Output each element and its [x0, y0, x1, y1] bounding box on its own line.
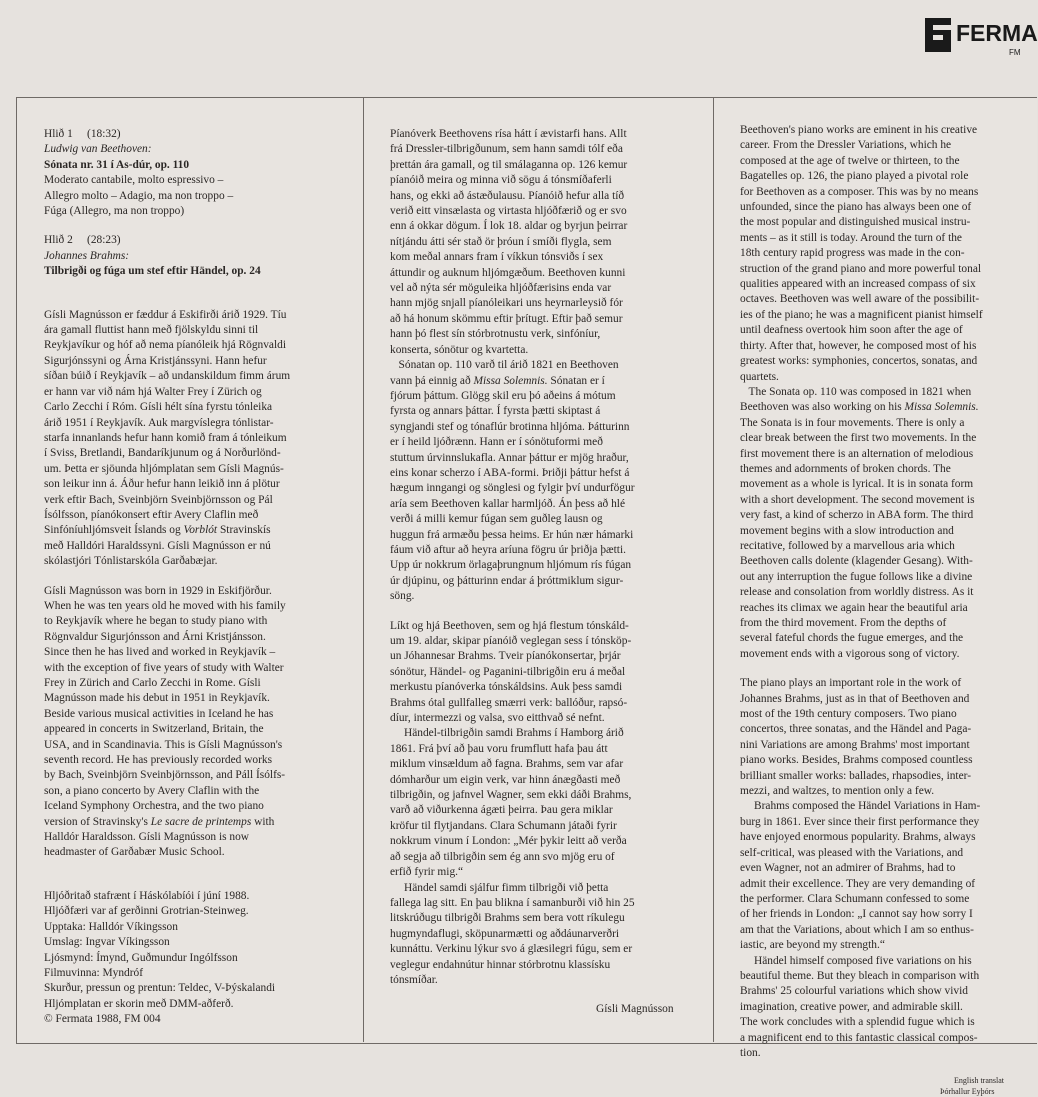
bio-icelandic-text: Gísli Magnússon er fæddur á Eskifirði árið 1929. Tíu ára gamall fluttist hann með fjölskyldu sinni til Reykjavíkur og hóf að nema píanóleik hjá Rögnvaldi Sigurjónssyni og Árna Kristjánssyni. Hann hefur síðan búið í Reykjavík – að undanskildum fimm árum er hann var við nám hjá Walter Frey í Zürich og Carlo Zecchi í Róm. Gísli hélt sína fyrstu tónleika árið 1951 í Reykjavík. Auk margvíslegra tónlistar- starfa innanlands hefur hann komið fram á tónleikum í Sviss, Bretlandi, Bandaríkjunum og á Norðurlönd- um. Þetta er sjöunda hljómplatan sem Gísli Magnús- son leikur inn á. Áður hefur hann leikið inn á plötur verk eftir Bach, Sveinbjörn Sveinbjörnsson og Pál Ísólfsson, píanókonsert eftir Avery Claflin með Sinfóníuhljómsveit Íslands og	[44, 308, 291, 537]
spacer	[740, 1061, 1024, 1075]
composer-beethoven: Ludwig van Beethoven:	[44, 143, 152, 156]
notes-english-p2-italic: Missa Solemnis.	[904, 401, 979, 414]
bio-icelandic	[44, 308, 290, 570]
logo-catalog: FM	[1009, 48, 1021, 57]
recording-credits: Hljóðritað stafrænt í Háskólabíói í júní 1988. Hljóðfæri var af gerðinni Grotrian-Steinweg. Upptaka: Halldór Víkingsson Umslag: Ingvar Víkingsson Ljósmynd: Ímynd, Guðmundur Ingólfsson Filmuvinna: Myndróf Skurður, pressun og prentun: Teldec, V-Þýskalandi Hljómplatan er skorin með DMM-aðferð. © Fermata 1988, FM 004	[44, 889, 276, 1026]
notes-english-p4: Brahms composed the Händel Variations in Ham- burg in 1861. Ever since their first performance they have enjoyed enormous popularity. Brahms, always self-critical, was pleased with the Variations, and even Wagner, not an admirer of Brahms, had to admit their excellence. They are very demanding of the performer. Clara Schumann confessed to some of her friends in London: „I cannot say how sorry I am that the Variations, about which I am so enthus- iastic, are beyond my strength.“	[740, 800, 981, 952]
notes-icelandic-p2-italic: Missa Solemnis.	[473, 374, 548, 387]
bio-icelandic-italic: Vorblót	[183, 524, 218, 537]
logo-text: FERMA	[956, 20, 1038, 46]
spacer	[740, 662, 1024, 676]
notes-icelandic-p1: Píanóverk Beethovens rísa hátt í ævistarfi hans. Allt frá Dressler-tilbrigðunum, sem hann samdi tólf eða þrettán ára gamall, og til smálaganna op. 126 kemur píanóið meira og minna við sögu á tónsmíðaferli hans, og ekki að ástæðulausu. Píanóið hefur alla tíð verið eitt vinsælasta og virtasta hljóðfærið og er svo enn á okkar dögum. Í lok 18. aldar og byrjun þeirrar nítjándu átti sér stað ör þróun í smíði flygla, sem kom meðal annars fram í víkkun tónsviðs í sex áttundir og auknum hljómgæðum. Beethoven kunni vel að nýta sér möguleika hljóðfærisins enda var hann mjög snjall píanóleikari uns heyrnarleysið fór að há honum skömmu eftir þrítugt. Eftir það semur hann þó flest sín stórbrotnustu verk, sinfóníur, konserta, sónötur og kvartetta.	[390, 128, 628, 356]
column-2	[390, 127, 674, 1018]
spacer	[44, 861, 290, 889]
spacer	[390, 605, 674, 619]
side-1-header	[44, 127, 290, 142]
notes-english-p2-text-end: The Sonata is in four movements. There is only a clear break between the first two movements. In the first movement there is an alternation of melodious themes and adornments of broken chords. The movement as a whole is lyrical. It is in sonata form with a short development. The second movement is very fast, a kind of scherzo in ABA form. The third movement begins with a slow introduction and recitative, followed by a marvellous aria which Beethoven calls dolente (klagender Gesang). With- out any interruption the fugue follows like a divine release and consolation from worldly distress. As it reaches its climax we again hear the beautiful aria from the third movement. From the depths of several fateful chords the fugue emerges, and the movement ends with a vigorous song of victory.	[740, 416, 977, 660]
spacer	[44, 219, 290, 233]
spacer	[44, 570, 290, 584]
spacer	[44, 280, 290, 308]
side-2-header	[44, 233, 290, 248]
column-divider-2	[713, 97, 714, 1042]
side-2-label: Hlið 2	[44, 234, 73, 247]
notes-icelandic-p2-text: Sónatan op. 110 varð til árið 1821 en Beethoven vann þá einnig að	[390, 359, 619, 387]
sonata-movements: Moderato cantabile, molto espressivo – Allegro molto – Adagio, ma non troppo – Fúga (Allegro, ma non troppo)	[44, 174, 234, 218]
translator-name: Þórhallur Eyþórs	[940, 1087, 995, 1097]
work-sonata-title: Sónata nr. 31 í As-dúr, op. 110	[44, 158, 190, 171]
spacer	[390, 988, 674, 1002]
work-variations-title: Tilbrigði og fúga um stef eftir Händel, op. 24	[44, 265, 261, 278]
fermata-logo-mark	[925, 18, 951, 52]
side-1-label: Hlið 1	[44, 128, 73, 140]
notes-icelandic-p2-text-end: Sónatan er í fjórum þáttum. Glögg skil eru þó aðeins á mótum fyrsta og annars þáttar. Í fyrsta þætti skiptast á syngjandi stef og tónaflúr brotinna hljóma. Þátturinn er í heild ljóðrænn. Hann er í sónötuformi með stuttum úrvinnslukafla. Annar þáttur er mjög hraður, eins konar scherzo í ABA-formi. Þriðji þáttur hefst á hægum inngangi og sönglesi og fylgir því undurfögur aría sem Beethoven kallar harmljóð. Án þess að hlé verði á milli kemur fúgan sem guðleg lausn og huggun frá armæðu þessa heims. Er hún nær hámarki fáum við aftur að heyra aríuna fögru úr þriðja þætti. Upp úr nokkrum örlagaþrungnum hljómum rís fúgan úr djúpinu, og þátturinn endar á þróttmiklum sigur- söng.	[390, 374, 635, 603]
notes-icelandic-p2	[390, 358, 674, 605]
notes-icelandic-p3: Líkt og hjá Beethoven, sem og hjá flestum tónskáld- um 19. aldar, skipar píanóið veglegan sess í tónsköp- un Jóhannesar Brahms. Tveir píanókonsertar, þrjár sónötur, Händel- og Paganini-tilbrigðin eru á meðal merkustu píanóverka tónskáldsins. Auk þess samdi Brahms ótal gullfalleg smærri verk: ballóður, rapsó- díur, intermezzi og valsa, svo eitthvað sé nefnt.	[390, 619, 632, 725]
bio-english-text: Gísli Magnússon was born in 1929 in Eskifjörður. When he was ten years old he moved with his family to Reykjavík where he began to study piano with Rögnvaldur Sigurjónsson and Árni Kristjánsson. Since then he has lived and worked in Reykjavík – with the exception of five years of study with Walter Frey in Zürich and Carlo Zecchi in Rome. Gísli Magnússon made his debut in 1951 in Reykjavík. Beside various musical activities in Iceland he has appeared in concerts in Switzerland, Britain, the USA, and in Scandinavia. This is Gísli Magnússon's seventh record. He has previously recorded works by Bach, Sveinbjörn Sveinbjörnsson, and Páll Ísólfs- son, a piano concerto by Avery Claflin with the Iceland Symphony Orchestra, and the two piano version of Stravinsky's	[44, 584, 286, 828]
bio-icelandic-text-end: Stravinskís með Halldóri Haraldssyni. Gísli Magnússon er nú skólastjóri Tónlistarskóla Garðabæjar.	[44, 524, 271, 568]
column-divider-1	[363, 97, 364, 1042]
notes-icelandic-p4: Händel-tilbrigðin samdi Brahms í Hamborg árið 1861. Frá því að þau voru frumflutt hafa þau átt miklum vinsældum að fagna. Brahms, sem var afar dómharður um eigin verk, var hinn ánægðasti með tilbrigðin, og jafnvel Wagner, sem ekki dáði Brahms, varð að viðurkenna ágæti þeirra. Þau gera miklar kröfur til flytjandans. Clara Schumann játaði fyrir nokkrum vinum í London: „Mér þykir leitt að verða að segja að tilbrigðin sem ég ann svo mjög eru of erfið fyrir mig.“	[390, 727, 632, 879]
bio-english	[44, 584, 290, 861]
notes-english-p2-text: The Sonata op. 110 was composed in 1821 when Beethoven was also working on his	[740, 385, 972, 414]
notes-english-p3: The piano plays an important role in the work of Johannes Brahms, just as in that of Beethoven and most of the 19th century composers. Two piano concertos, three sonatas, and the Händel and Paga- nini Variations are among Brahms' most important piano works. Besides, Brahms composed countless brilliant smaller works: ballades, rhapsodies, inter- mezzi, and waltzes, to mention only a few.	[740, 677, 973, 798]
notes-english-p5: Händel himself composed five variations on his beautiful theme. But they bleach in comparison with Brahms' 25 colourful variations which show vivid imagination, creative power, and admirable skill. The work concludes with a splendid fugue which is a magnificent end to this fantastic classical compos- tion.	[740, 954, 980, 1059]
notes-icelandic-p5: Händel samdi sjálfur fimm tilbrigði við þetta fallega lag sitt. En þau blikna í samanburði við hin 25 litskrúðugu tilbrigði Brahms sem bera vott ríkulegu hugmyndaflugi, sköpunarmætti og aðdáunarverðri kunnáttu. Verkinu lýkur svo á glæsilegri fúgu, sem er veglegur endahnútur hinnar stórbrotnu klassísku tónsmíðar.	[390, 881, 635, 986]
side-2-duration: (28:23)	[87, 234, 121, 247]
bio-english-italic: Le sacre de printemps	[150, 815, 252, 828]
notes-english-p1: Beethoven's piano works are eminent in his creative career. From the Dressler Variations, which he composed at the age of twelve or thirteen, to the Bagatelles op. 126, the piano played a pivotal role for Beethoven as a composer. This was by no means unfounded, since the piano has always been one of the most popular and distinguished musical instru- ments – as it still is today. Around the turn of the 18th century rapid progress was made in the con- struction of the grand piano and more powerful tonal qualities appeared with an increased compass of six octaves. Beethoven was well aware of the possibilit- ies of the piano; he was a magnificent pianist himself until deafness overtook him soon after the age of thirty. After that, however, he composed most of his greatest works: symphonies, concertos, sonatas, and quartets.	[740, 124, 983, 383]
column-3	[740, 123, 1024, 1097]
side-1-duration: (18:32)	[87, 128, 121, 140]
notes-english-p2	[740, 385, 1024, 662]
translator-credit-label: English translat	[954, 1076, 1004, 1086]
composer-brahms: Johannes Brahms:	[44, 249, 130, 262]
author-signature: Gísli Magnússon	[596, 1003, 674, 1016]
column-1	[44, 127, 290, 1028]
bio-english-text-end: with Halldór Haraldsson. Gísli Magnússon is now headmaster of Garðabær Music School.	[44, 815, 275, 859]
